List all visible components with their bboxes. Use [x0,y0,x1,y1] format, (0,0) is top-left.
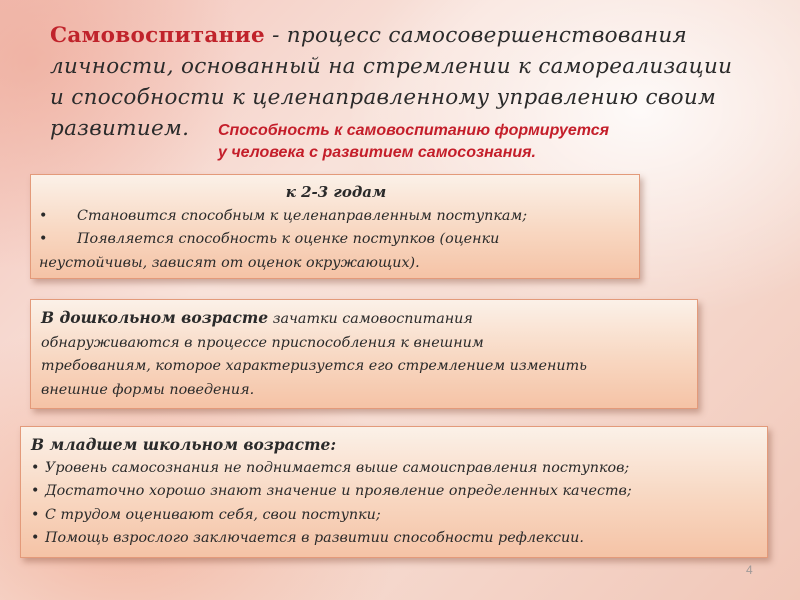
preschool-text-line-1: зачатки самовоспитания [268,311,473,327]
preschool-lead: В дошкольном возрасте [41,308,269,327]
age-2-3-box [30,174,640,279]
age-2-3-continuation: неустойчивы, зависят от оценок окружающих). [39,254,420,271]
title-term: Самовоспитание [50,23,265,48]
list-item: • С трудом оценивают себя, свои поступки; [31,504,759,528]
page-number: 4 [746,563,753,577]
preschool-text-line-2: обнаруживаются в процессе приспособления к внешним [41,334,484,351]
age-2-3-list [39,205,633,252]
primary-school-list [31,457,759,551]
callout-line-2: у человека с развитием самосознания. [218,144,536,161]
primary-school-box [20,426,768,558]
callout-text [218,120,778,164]
primary-school-heading: В младшем школьном возрасте: [31,435,337,454]
preschool-box [30,299,698,409]
list-item: • Уровень самосознания не поднимается выше самоисправления поступков; [31,457,759,481]
list-item: • Помощь взрослого заключается в развитии способности рефлексии. [31,527,759,551]
title-definition-line-3: и способности к целенаправленному управлению своим [50,85,717,110]
title-definition-line-2: личности, основанный на стремлении к самореализации [50,54,733,79]
list-item: • Достаточно хорошо знают значение и проявление определенных качеств; [31,480,759,504]
preschool-text-line-3: требованиям, которое характеризуется его стремлением изменить [41,358,587,374]
age-2-3-heading: к 2-3 годам [285,183,387,201]
preschool-text-line-4: внешние формы поведения. [41,381,255,398]
title-definition-line-4: развитием. [50,116,190,141]
list-item: • Появляется способность к оценке поступков (оценки [39,228,633,252]
list-item: • Становится способным к целенаправленным поступкам; [39,205,633,229]
callout-line-1: Способность к самовоспитанию формируется [218,122,610,139]
title-definition-line-1: - процесс самосовершенствования [264,23,687,48]
